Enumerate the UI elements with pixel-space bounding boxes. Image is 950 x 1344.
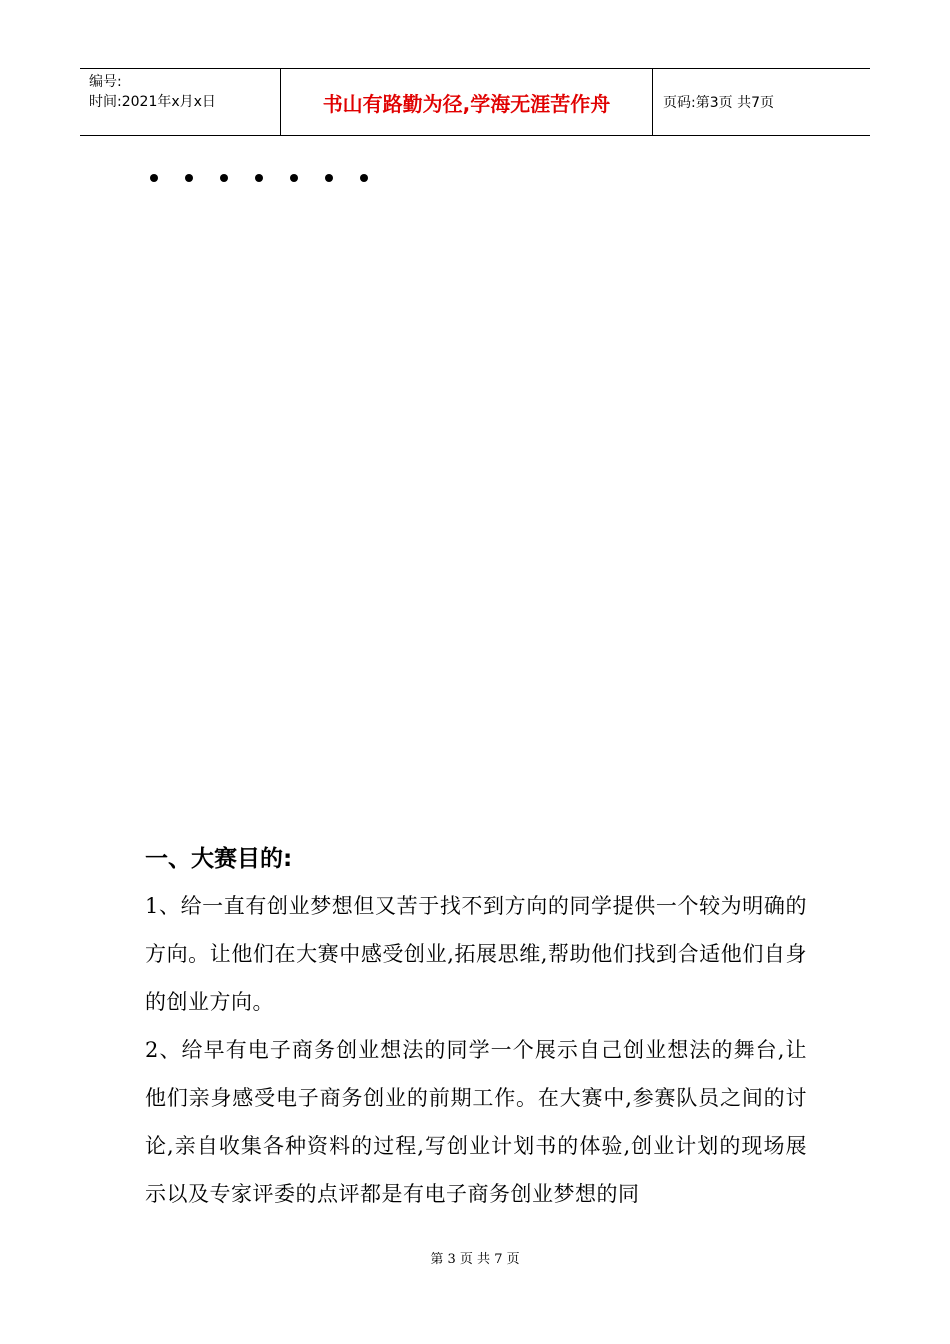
header-motto: 书山有路勤为径,学海无涯苦作舟 (322, 91, 611, 116)
section-title: 一、大赛目的: (145, 846, 293, 872)
bullet-dot (185, 174, 193, 182)
header-page-info: 页码:第3页 共7页 (663, 95, 774, 111)
bullet-dot (325, 174, 333, 182)
bullet-dot (290, 174, 298, 182)
bullet-dot (360, 174, 368, 182)
header-motto-cell (281, 69, 653, 135)
bullet-dot (220, 174, 228, 182)
document-date: 时间:2021年x月x日 (89, 94, 216, 110)
paragraph: 2、给早有电子商务创业想法的同学一个展示自己创业想法的舞台,让他们亲身感受电子商务创业的前期工作。在大赛中,参赛队员之间的讨论,亲自收集各种资料的过程,写创业计划书的体验,创业计划的现场展示以及专家评委的点评都是有电子商务创业梦想的同 (145, 1038, 807, 1206)
main-content (145, 836, 807, 1218)
page-footer: 第 3 页 共 7 页 (430, 1252, 520, 1267)
paragraph: 1、给一直有创业梦想但又苦于找不到方向的同学提供一个较为明确的方向。让他们在大赛中感受创业,拓展思维,帮助他们找到合适他们自身的创业方向。 (145, 894, 807, 1014)
document-number-label: 编号: (89, 74, 122, 90)
header-page-cell (653, 69, 870, 135)
bullet-dot (255, 174, 263, 182)
bullet-dot (150, 174, 158, 182)
header-meta-cell (80, 69, 281, 135)
page-header (80, 68, 870, 136)
bullet-dots-row (150, 174, 395, 182)
